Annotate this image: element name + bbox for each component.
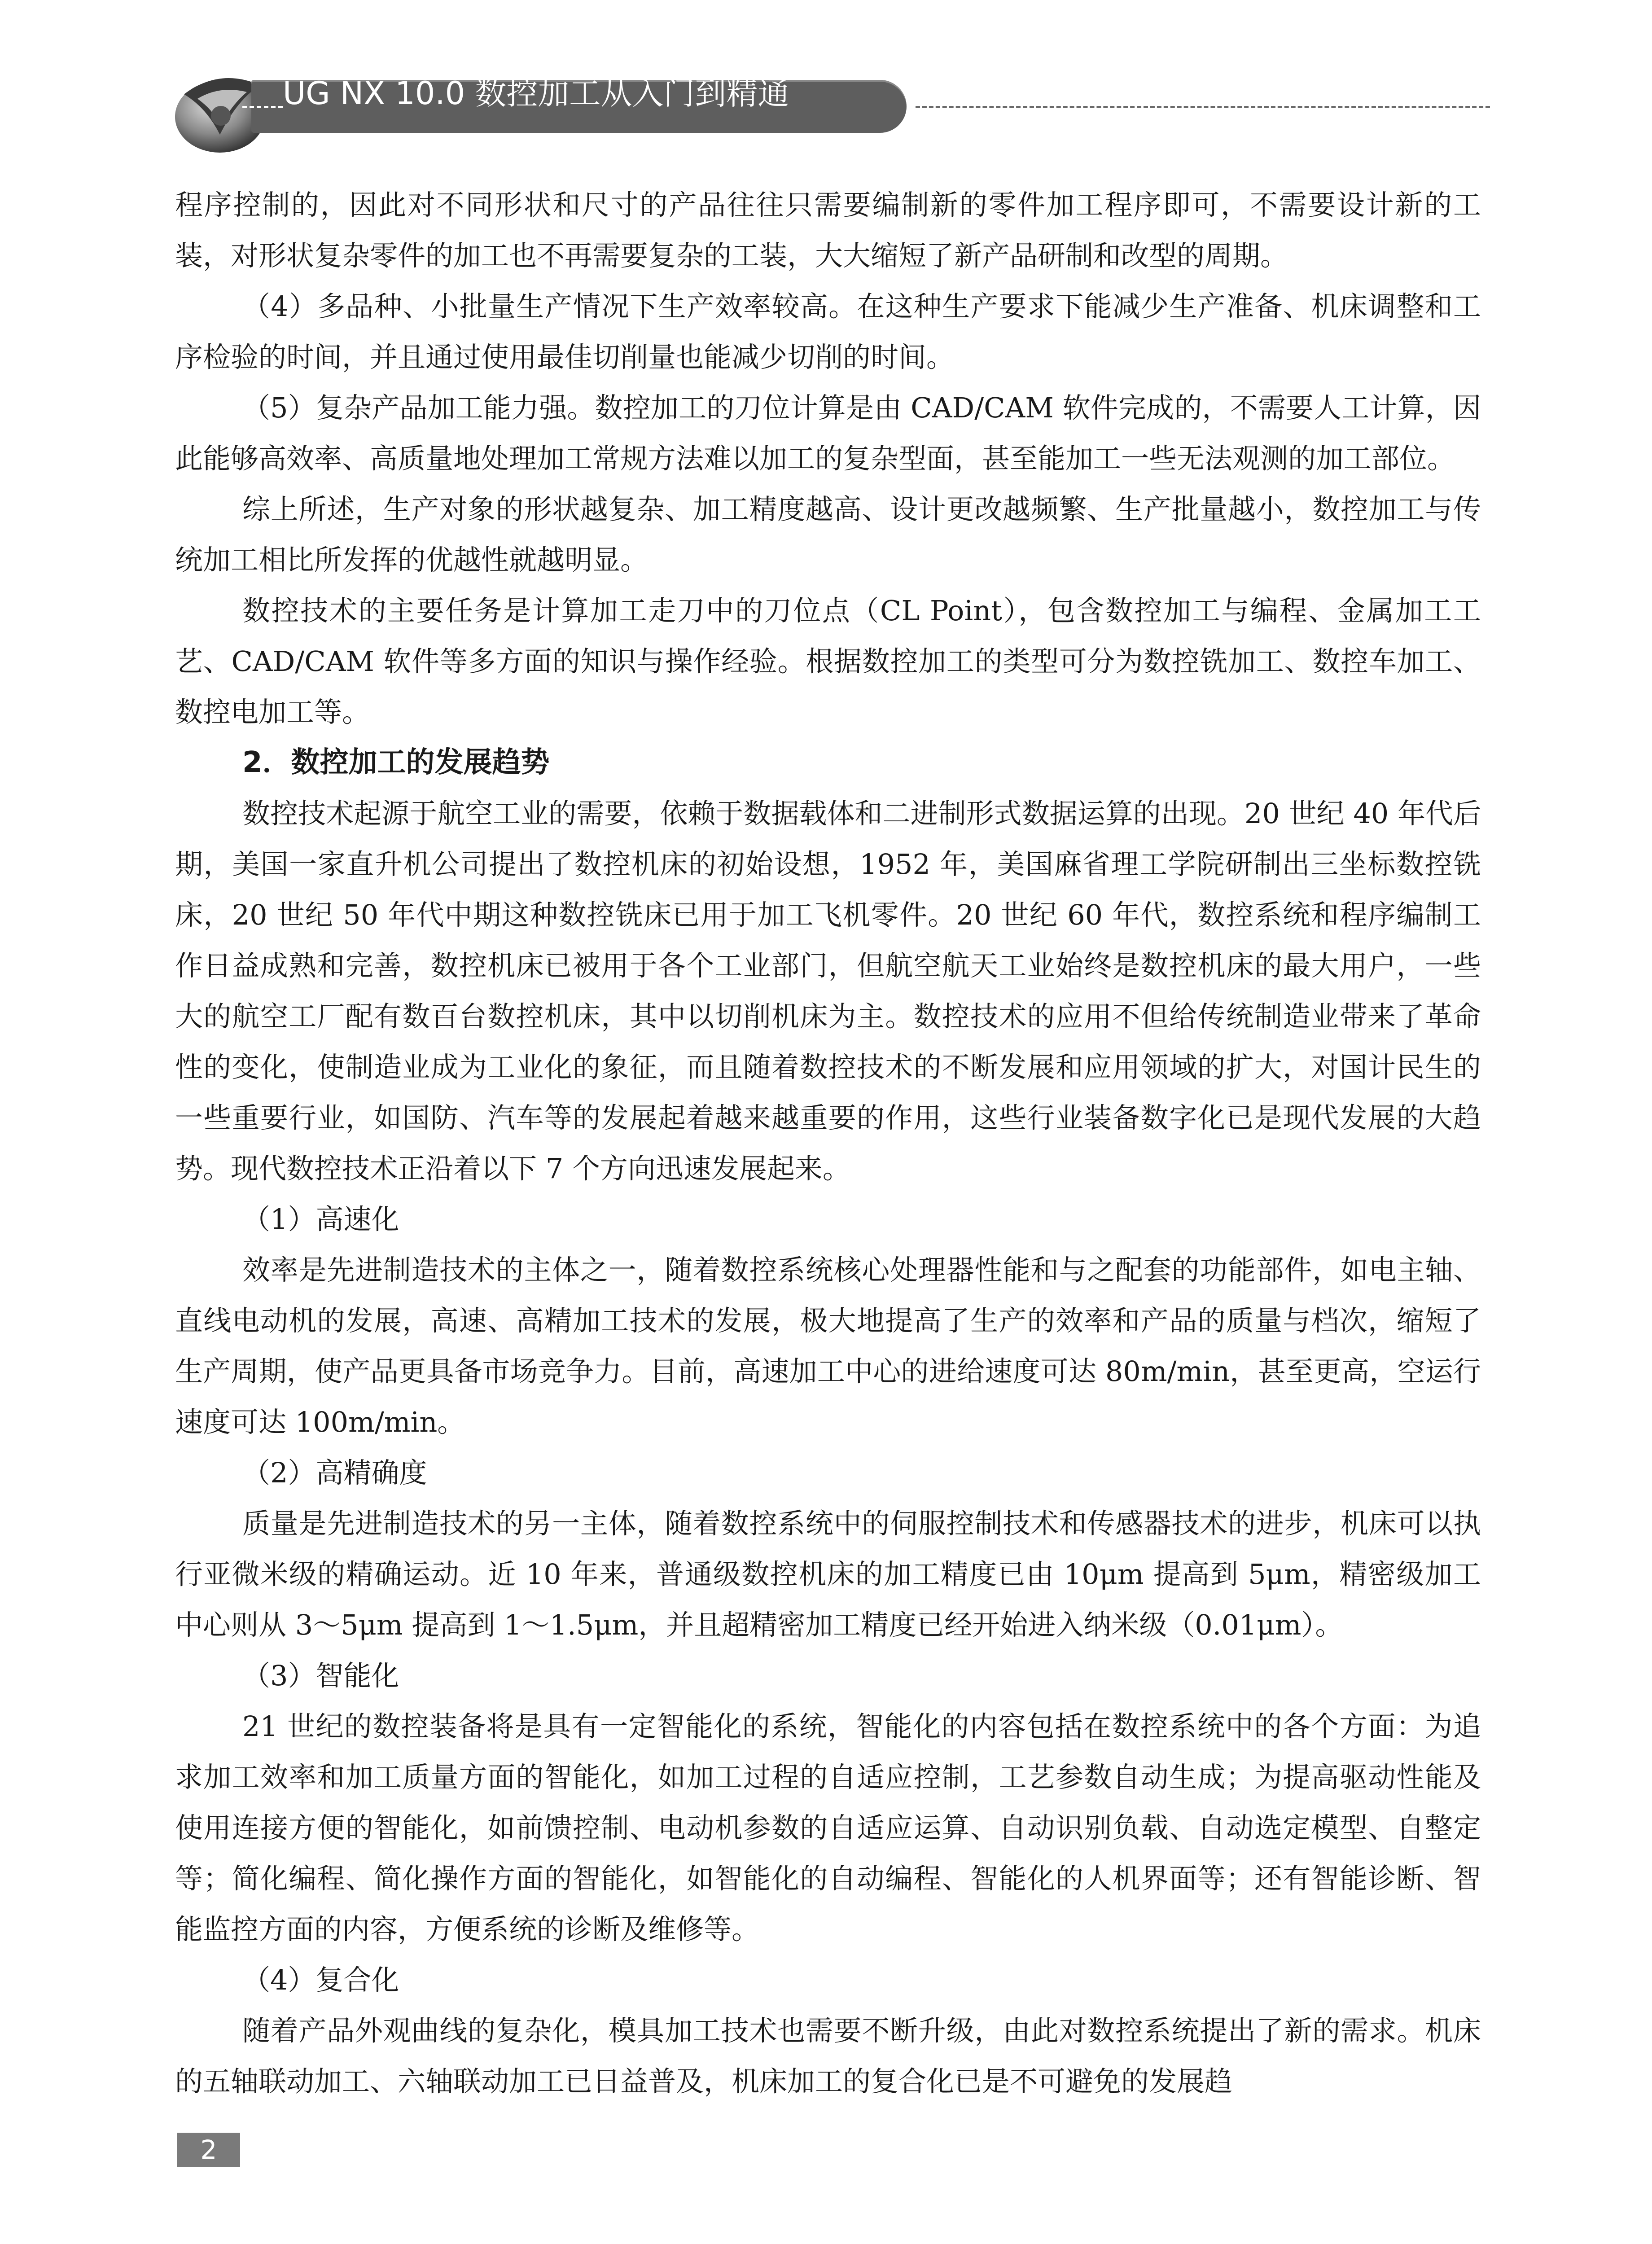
body-paragraph: 效率是先进制造技术的主体之一，随着数控系统核心处理器性能和与之配套的功能部件，如电主轴、直线电动机的发展，高速、高精加工技术的发展，极大地提高了生产的效率和产品的质量与档次，缩短了生产周期，使产品更具备市场竞争力。目前，高速加工中心的进给速度可达 80m/min，甚至更高，空运行速度可达 100m/min。 [175,1253,1481,1438]
body-paragraph: 质量是先进制造技术的另一主体，随着数控系统中的伺服控制技术和传感器技术的进步，机床可以执行亚微米级的精确运动。近 10 年来，普通级数控机床的加工精度已由 10μm 提高到 5μm，精密级加工中心则从 3～5μm 提高到 1～1.5μm，并且超精密加工精度已经开始进入纳米级（0.01μm）。 [175,1507,1481,1641]
page-header [171,67,1490,157]
body-paragraph: 数控技术的主要任务是计算加工走刀中的刀位点（CL Point），包含数控加工与编程、金属加工工艺、CAD/CAM 软件等多方面的知识与操作经验。根据数控加工的类型可分为数控铣加工、数控车加工、数控电加工等。 [175,594,1481,728]
body-paragraph: （5）复杂产品加工能力强。数控加工的刀位计算是由 CAD/CAM 软件完成的，不需要人工计算，因此能够高效率、高质量地处理加工常规方法难以加工的复杂型面，甚至能加工一些无法观测的加工部位。 [175,391,1481,475]
page-number: 2 [177,2133,240,2167]
body-paragraph: 21 世纪的数控装备将是具有一定智能化的系统，智能化的内容包括在数控系统中的各个方面：为追求加工效率和加工质量方面的智能化，如加工过程的自适应控制，工艺参数自动生成；为提高驱动性能及使用连接方便的智能化，如前馈控制、电动机参数的自适应运算、自动识别负载、自动选定模型、自整定等；简化编程、简化操作方面的智能化，如智能化的自动编程、智能化的人机界面等；还有智能诊断、智能监控方面的内容，方便系统的诊断及维修等。 [175,1710,1481,1946]
body-paragraph: 数控技术起源于航空工业的需要，依赖于数据载体和二进制形式数据运算的出现。20 世纪 40 年代后期，美国一家直升机公司提出了数控机床的初始设想，1952 年，美国麻省理工学院研制出三坐标数控铣床，20 世纪 50 年代中期这种数控铣床已用于加工飞机零件。20 世纪 60 年代，数控系统和程序编制工作日益成熟和完善，数控机床已被用于各个工业部门，但航空航天工业始终是数控机床的最大用户，一些大的航空工厂配有数百台数控机床，其中以切削机床为主。数控技术的应用不但给传统制造业带来了革命性的变化，使制造业成为工业化的象征，而且随着数控技术的不断发展和应用领域的扩大，对国计民生的一些重要行业，如国防、汽车等的发展起着越来越重要的作用，这些行业装备数字化已是现代发展的大趋势。现代数控技术正沿着以下 7 个方向迅速发展起来。 [175,797,1481,1185]
subsection-label: （3）智能化 [242,1659,399,1692]
header-dash-right [916,106,1490,108]
body-paragraph: 随着产品外观曲线的复杂化，模具加工技术也需要不断升级，由此对数控系统提出了新的需求。机床的五轴联动加工、六轴联动加工已日益普及，机床加工的复合化已是不可避免的发展趋 [175,2014,1481,2098]
body-paragraph: 程序控制的，因此对不同形状和尺寸的产品往往只需要编制新的零件加工程序即可，不需要设计新的工装，对形状复杂零件的加工也不再需要复杂的工装，大大缩短了新产品研制和改型的周期。 [175,188,1481,272]
header-dash-left [242,106,283,108]
subsection-label: （2）高精确度 [242,1456,427,1489]
subsection-label: （1）高速化 [242,1203,399,1236]
book-title: UG NX 10.0 数控加工从入门到精通 [283,75,789,112]
section-heading: 2．数控加工的发展趋势 [242,746,550,779]
body-paragraph: 综上所述，生产对象的形状越复杂、加工精度越高、设计更改越频繁、生产批量越小，数控加工与传统加工相比所发挥的优越性就越明显。 [175,493,1481,576]
page-body [175,180,1481,2107]
subsection-label: （4）复合化 [242,1964,399,1996]
body-paragraph: （4）多品种、小批量生产情况下生产效率较高。在这种生产要求下能减少生产准备、机床调整和工序检验的时间，并且通过使用最佳切削量也能减少切削的时间。 [175,290,1481,373]
